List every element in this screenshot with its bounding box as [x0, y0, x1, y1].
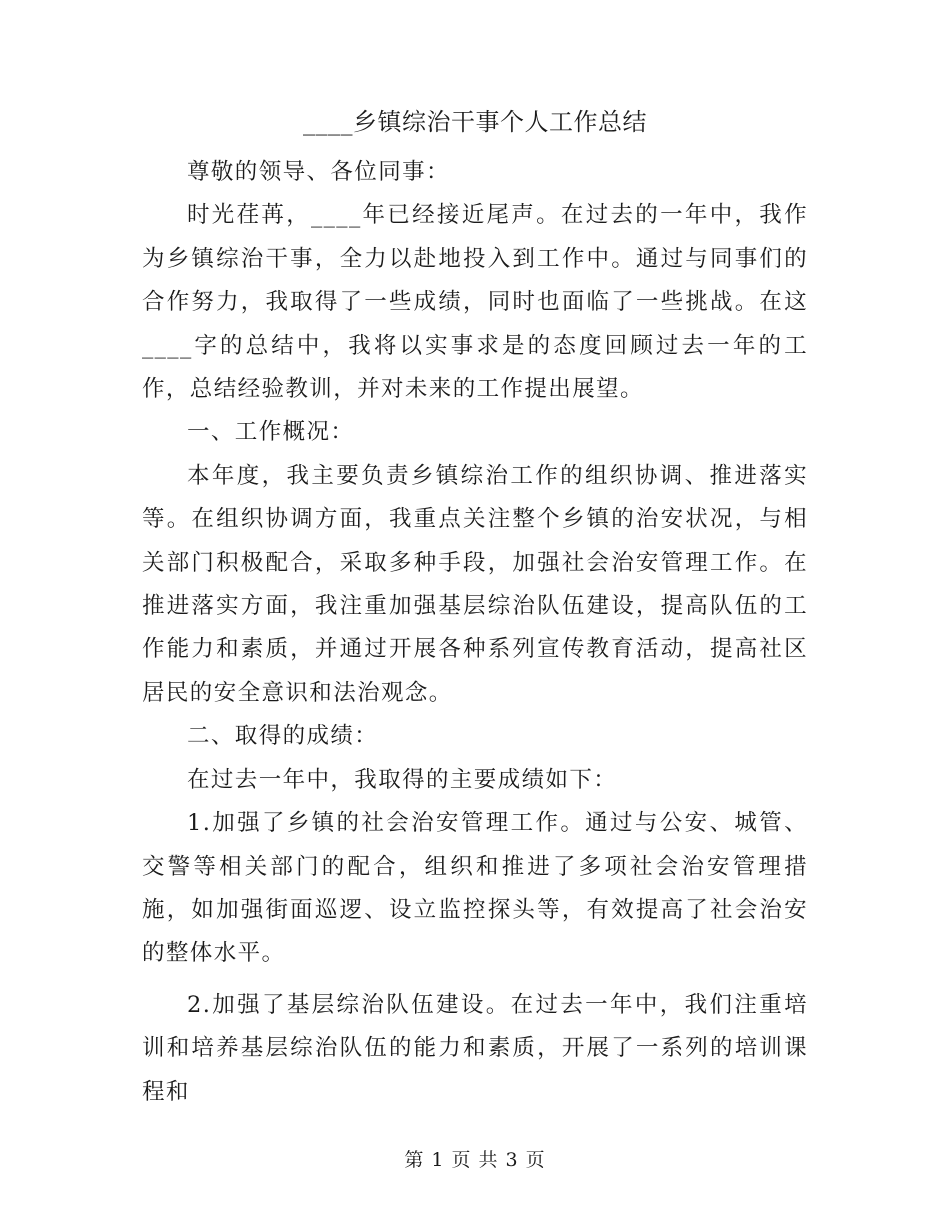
salutation: 尊敬的领导、各位同事： — [187, 159, 450, 185]
document-title: ____乡镇综治干事个人工作总结 — [303, 108, 647, 136]
achievements-intro: 在过去一年中，我取得的主要成绩如下： — [187, 766, 618, 793]
page-number-footer: 第 1 页 共 3 页 — [404, 1149, 546, 1171]
document-body — [142, 151, 808, 1114]
section-heading-overview: 一、工作概况： — [187, 419, 355, 446]
intro-paragraph: 时光荏苒，____年已经接近尾声。在过去的一年中，我作为乡镇综治干事，全力以赴地投入到工作中。通过与同事们的合作努力，我取得了一些成绩，同时也面临了一些挑战。在这____字的总结中，我将以实事求是的态度回顾过去一年的工作，总结经验教训，并对未来的工作提出展望。 — [142, 202, 808, 403]
overview-paragraph: 本年度，我主要负责乡镇综治工作的组织协调、推进落实等。在组织协调方面，我重点关注整个乡镇的治安状况，与相关部门积极配合，采取多种手段，加强社会治安管理工作。在推进落实方面，我注重加强基层综治队伍建设，提高队伍的工作能力和素质，并通过开展各种系列宣传教育活动，提高社区居民的安全意识和法治观念。 — [142, 462, 808, 706]
achievement-item-2: 2.加强了基层综治队伍建设。在过去一年中，我们注重培训和培养基层综治队伍的能力和素质，开展了一系列的培训课程和 — [142, 991, 808, 1105]
achievement-item-1: 1.加强了乡镇的社会治安管理工作。通过与公安、城管、交警等相关部门的配合，组织和推进了多项社会治安管理措施，如加强街面巡逻、设立监控探头等，有效提高了社会治安的整体水平。 — [142, 810, 808, 967]
section-heading-achievements: 二、取得的成绩： — [187, 723, 379, 750]
